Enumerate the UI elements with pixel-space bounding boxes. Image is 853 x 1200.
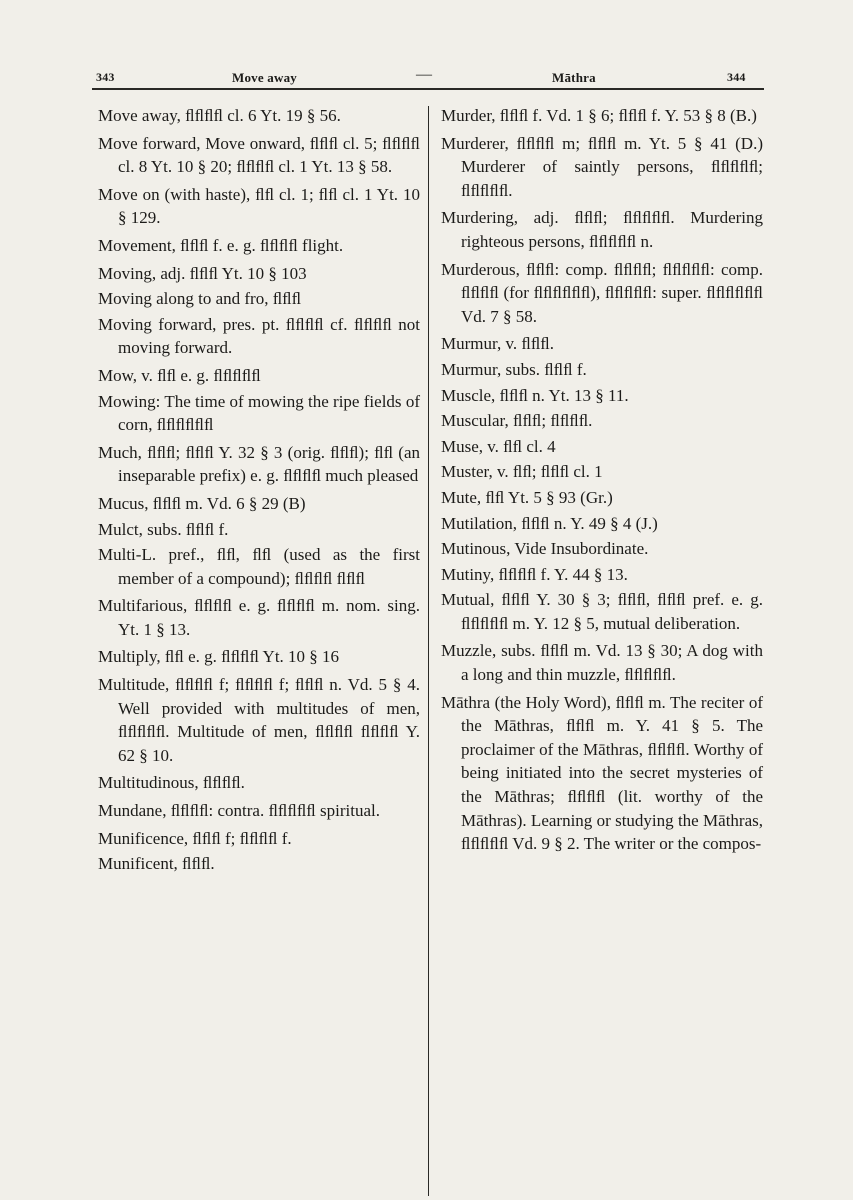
column-divider: [428, 106, 429, 1196]
entry: Mow, v. ﬂﬂ e. g. ﬂﬂﬂﬂﬂ: [98, 365, 261, 385]
entry: Māthra (the Holy Word), ﬂﬂﬂ m. The reciter of the Māthras, ﬂﬂﬂ m. Y. 41 § 5. The proclaimer of the Māthras, ﬂﬂﬂﬂ. Worthy of being initiated into the secret mysteries of the Māthras; ﬂﬂﬂﬂ (lit. worthy of the Māthras). Learning or studying the Māthras, ﬂﬂﬂﬂﬂ Vd. 9 § 2. The writer or the compos-: [441, 692, 763, 854]
entry: Mutiny, ﬂﬂﬂﬂ f. Y. 44 § 13.: [441, 564, 628, 584]
entry: Murmur, v. ﬂﬂﬂ.: [441, 334, 554, 354]
entry: Multitude, ﬂﬂﬂﬂ f; ﬂﬂﬂﬂ f; ﬂﬂﬂ n. Vd. 5 § 4. Well provided with multitudes of men, ﬂﬂﬂﬂﬂ. Multitude of men, ﬂﬂﬂﬂ ﬂﬂﬂﬂ Y. 62 § 10.: [98, 675, 420, 765]
entry: Mucus, ﬂﬂﬂ m. Vd. 6 § 29 (B): [98, 493, 306, 513]
left-running-head: Move away: [232, 70, 297, 85]
entry: Muse, v. ﬂﬂ cl. 4: [441, 436, 556, 456]
header-separator: —: [416, 66, 433, 83]
entry: Munificent, ﬂﬂﬂ.: [98, 854, 215, 874]
right-page-number: 344: [727, 70, 746, 84]
entry: Mute, ﬂﬂ Yt. 5 § 93 (Gr.): [441, 487, 613, 507]
entry: Moving along to and fro, ﬂﬂﬂ: [98, 289, 302, 309]
entry: Mowing: The time of mowing the ripe fields of corn, ﬂﬂﬂﬂﬂﬂ: [98, 391, 420, 435]
entry: Murderous, ﬂﬂﬂ: comp. ﬂﬂﬂﬂ; ﬂﬂﬂﬂﬂ: comp. ﬂﬂﬂﬂ (for ﬂﬂﬂﬂﬂﬂ), ﬂﬂﬂﬂﬂ: super. ﬂﬂﬂﬂﬂﬂ Vd. 7 § 58.: [441, 259, 763, 326]
header-rule: [92, 88, 764, 90]
entry: Mutinous, Vide Insubordinate.: [441, 539, 649, 559]
entry: Munificence, ﬂﬂﬂ f; ﬂﬂﬂﬂ f.: [98, 828, 292, 848]
left-column: [98, 104, 420, 878]
entry: Murderer, ﬂﬂﬂﬂ m; ﬂﬂﬂ m. Yt. 5 § 41 (D.) Murderer of saintly persons, ﬂﬂﬂﬂﬂ; ﬂﬂﬂﬂﬂ.: [441, 133, 763, 200]
entry: Mutual, ﬂﬂﬂ Y. 30 § 3; ﬂﬂﬂ, ﬂﬂﬂ pref. e. g. ﬂﬂﬂﬂﬂ m. Y. 12 § 5, mutual deliberation.: [441, 590, 763, 633]
entry: Multifarious, ﬂﬂﬂﬂ e. g. ﬂﬂﬂﬂ m. nom. sing. Yt. 1 § 13.: [98, 596, 420, 639]
entry: Much, ﬂﬂﬂ; ﬂﬂﬂ Y. 32 § 3 (orig. ﬂﬂﬂ); ﬂﬂ (an inseparable prefix) e. g. ﬂﬂﬂﬂ much pleased: [98, 442, 420, 486]
entry: Muster, v. ﬂﬂ; ﬂﬂﬂ cl. 1: [441, 462, 603, 482]
right-running-head: Māthra: [552, 70, 596, 85]
entry: Multiply, ﬂﬂ e. g. ﬂﬂﬂﬂ Yt. 10 § 16: [98, 647, 340, 667]
entry: Murmur, subs. ﬂﬂﬂ f.: [441, 359, 587, 379]
entry: Muscular, ﬂﬂﬂ; ﬂﬂﬂﬂ.: [441, 411, 593, 431]
entry: Move on (with haste), ﬂﬂ cl. 1; ﬂﬂ cl. 1 Yt. 10 § 129.: [98, 184, 420, 228]
entry: Mutilation, ﬂﬂﬂ n. Y. 49 § 4 (J.): [441, 513, 658, 533]
entry: Muscle, ﬂﬂﬂ n. Yt. 13 § 11.: [441, 385, 629, 405]
entry: Moving, adj. ﬂﬂﬂ Yt. 10 § 103: [98, 263, 307, 283]
entry: Murder, ﬂﬂﬂ f. Vd. 1 § 6; ﬂﬂﬂ f. Y. 53 § 8 (B.): [441, 106, 757, 125]
entry: Mundane, ﬂﬂﬂﬂ: contra. ﬂﬂﬂﬂﬂ spiritual.: [98, 801, 380, 821]
entry: Move forward, Move onward, ﬂﬂﬂ cl. 5; ﬂﬂﬂﬂ cl. 8 Yt. 10 § 20; ﬂﬂﬂﬂ cl. 1 Yt. 13 § 58.: [98, 133, 420, 177]
entry: Move away, ﬂﬂﬂﬂ cl. 6 Yt. 19 § 56.: [98, 106, 341, 125]
entry: Multi-L. pref., ﬂﬂ, ﬂﬂ (used as the first member of a compound); ﬂﬂﬂﬂ ﬂﬂﬂ: [98, 545, 420, 588]
entry: Moving forward, pres. pt. ﬂﬂﬂﬂ cf. ﬂﬂﬂﬂ not moving forward.: [98, 314, 420, 358]
left-page-number: 343: [96, 70, 115, 84]
entry: Mulct, subs. ﬂﬂﬂ f.: [98, 519, 229, 539]
entry: Muzzle, subs. ﬂﬂﬂ m. Vd. 13 § 30; A dog with a long and thin muzzle, ﬂﬂﬂﬂﬂ.: [441, 641, 763, 685]
entry: Murdering, adj. ﬂﬂﬂ; ﬂﬂﬂﬂﬂ. Murdering righteous persons, ﬂﬂﬂﬂﬂ n.: [441, 208, 763, 251]
entry: Movement, ﬂﬂﬂ f. e. g. ﬂﬂﬂﬂ flight.: [98, 235, 344, 255]
entry: Multitudinous, ﬂﬂﬂﬂ.: [98, 773, 245, 793]
right-column: [441, 104, 763, 860]
